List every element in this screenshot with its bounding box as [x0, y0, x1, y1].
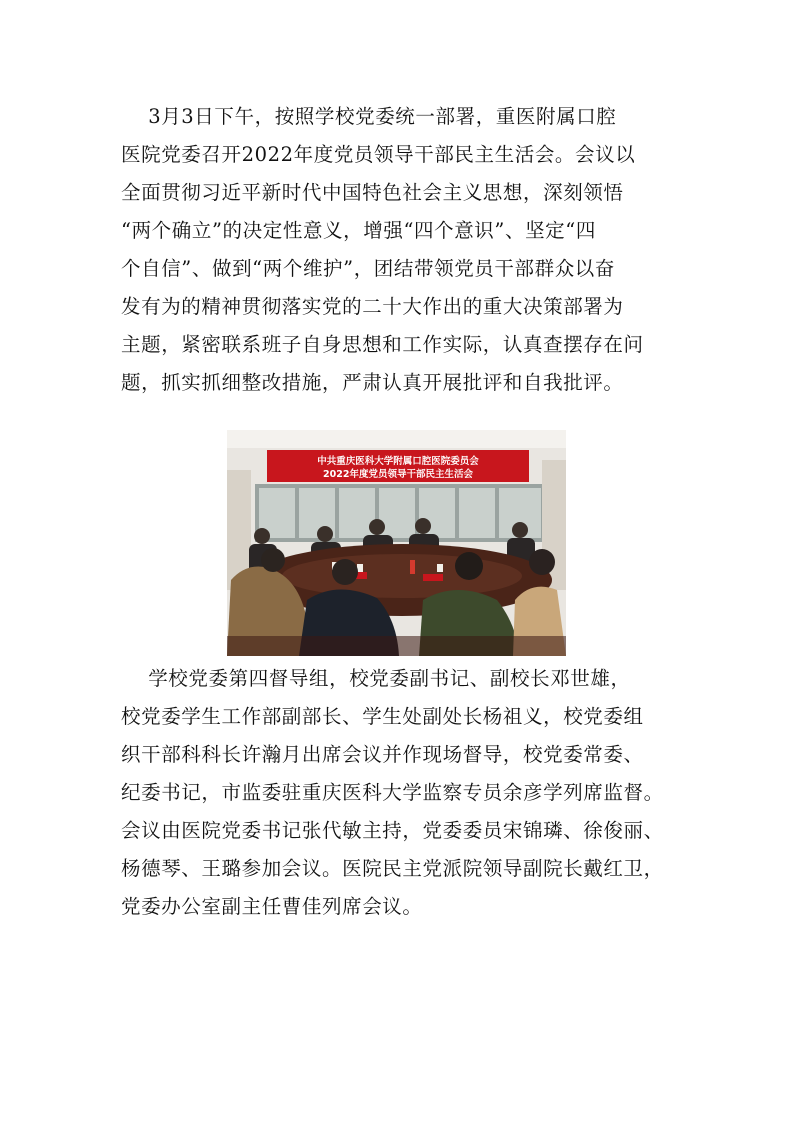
paragraph-attendees	[121, 660, 681, 926]
text-line: 个自信”、做到“两个维护”，团结带领党员干部群众以奋	[121, 257, 616, 280]
text-line: 会议由医院党委书记张代敏主持，党委委员宋锦璘、徐俊丽、	[121, 819, 664, 842]
text-line: 医院党委召开2022年度党员领导干部民主生活会。会议以	[121, 143, 636, 166]
text-line: 全面贯彻习近平新时代中国特色社会主义思想，深刻领悟	[121, 181, 624, 204]
text-line: 发有为的精神贯彻落实党的二十大作出的重大决策部署为	[121, 295, 624, 318]
text-line: 织干部科科长许瀚月出席会议并作现场督导，校党委常委、	[121, 743, 644, 766]
banner-title: 中共重庆医科大学附属口腔医院委员会	[317, 456, 479, 467]
text-line: 题，抓实抓细整改措施，严肃认真开展批评和自我批评。	[121, 371, 624, 394]
text-line: 主题，紧密联系班子自身思想和工作实际，认真查摆存在问	[121, 333, 644, 356]
text-line: 校党委学生工作部副部长、学生处副处长杨祖义，校党委组	[121, 705, 644, 728]
text-line: 3月3日下午，按照学校党委统一部署，重医附属口腔	[121, 105, 617, 128]
paragraph-intro	[121, 98, 681, 402]
text-line: 纪委书记，市监委驻重庆医科大学监察专员余彦学列席监督。	[121, 781, 664, 804]
text-line: 杨德琴、王璐参加会议。医院民主党派院领导副院长戴红卫，	[121, 857, 664, 880]
text-line: “两个确立”的决定性意义，增强“四个意识”、坚定“四	[121, 219, 596, 242]
text-line: 学校党委第四督导组，校党委副书记、副校长邓世雄，	[121, 667, 631, 690]
text-line: 党委办公室副主任曹佳列席会议。	[121, 895, 423, 918]
banner-subtitle: 2022年度党员领导干部民主生活会	[323, 469, 473, 480]
meeting-photo	[227, 430, 566, 656]
